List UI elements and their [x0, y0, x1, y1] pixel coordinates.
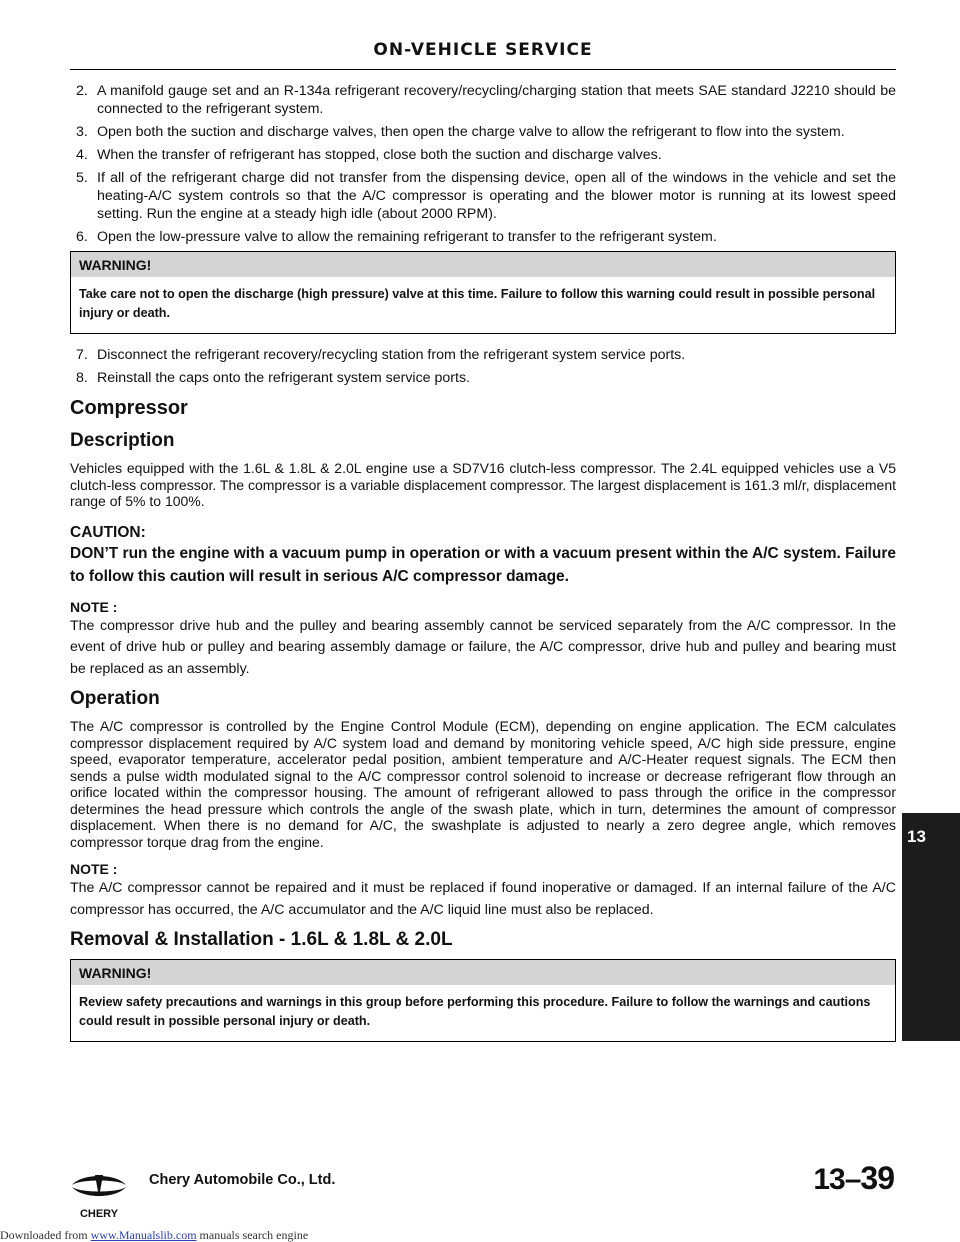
list-item: 2. A manifold gauge set and an R-134a refrigerant recovery/recycling/charging station that meets SAE standard J2210 should be connected to the refrigerant system. [76, 83, 896, 117]
steps-list-b [70, 346, 896, 387]
description-text: Vehicles equipped with the 1.6L & 1.8L & 2.0L engine use a SD7V16 clutch-less compressor. The 2.4L equipped vehicles use a V5 clutch-less compressor. The compressor is a variable displacement compressor. The largest displacement is 161.3 ml/r, displacement range of 5% to 100%. [70, 460, 896, 509]
page-header [70, 40, 896, 70]
warning-title: WARNING! [71, 252, 895, 277]
warning-text: Review safety precautions and warnings in this group before performing this procedure. Failure to follow the warnings and cautions could result in possible personal injury or death. [79, 995, 871, 1028]
note-text: The compressor drive hub and the pulley and bearing assembly cannot be serviced separately from the A/C compressor. In the event of drive hub or pulley and bearing assembly damage or failure, the A/C compressor, drive hub and pulley and bearing must be replaced as an assembly. [70, 617, 896, 677]
warning-box [70, 959, 896, 1042]
chery-logo-icon [68, 1171, 130, 1221]
company-name: Chery Automobile Co., Ltd. [149, 1172, 336, 1188]
caution-text: DON’T run the engine with a vacuum pump in operation or with a vacuum present within the A/C system. Failure to follow this caution will result in serious A/C compressor damage. [70, 544, 896, 585]
page-header-title: ON-VEHICLE SERVICE [373, 40, 593, 60]
subsection-title-description: Description [70, 430, 175, 451]
steps-list-a [70, 82, 896, 246]
list-item: 6. Open the low-pressure valve to allow the remaining refrigerant to transfer to the refrigerant system. [76, 229, 717, 245]
note-title: NOTE : [70, 861, 118, 877]
page-content [70, 82, 896, 1054]
list-item: 8. Reinstall the caps onto the refrigerant system service ports. [76, 370, 470, 386]
chapter-tab [902, 813, 960, 1041]
list-item: 4. When the transfer of refrigerant has stopped, close both the suction and discharge valves. [76, 147, 662, 163]
caution-title: CAUTION: [70, 523, 146, 541]
subsection-title-operation: Operation [70, 688, 160, 709]
download-note: Downloaded from www.Manualslib.com manuals search engine [0, 1228, 309, 1242]
section-title-compressor: Compressor [70, 397, 188, 419]
operation-text: The A/C compressor is controlled by the Engine Control Module (ECM), depending on engine application. The ECM calculates compressor displacement required by A/C system load and demand by monitoring vehicle speed, A/C high side pressure, engine speed, evaporator temperature, accelerator pedal position, ambient temperature and A/C-Heater request signals. The ECM then sends a pulse width modulated signal to the A/C compressor control solenoid to increase or decrease refrigerant flow through an orifice located within the compressor housing. The amount of refrigerant allowed to pass through the orifice in the compressor determines the head pressure which controls the angle of the swash plate, which in turn, determines the amount of compressor displacement. When there is no demand for A/C, the swashplate is adjusted to nearly a zero degree angle, which removes compressor torque drag from the engine. [70, 718, 896, 850]
note-title: NOTE : [70, 598, 118, 615]
chery-logo [68, 1171, 130, 1221]
page-number: 13–39 [813, 1160, 894, 1196]
warning-box [70, 251, 896, 334]
note-text: The A/C compressor cannot be repaired and it must be replaced if found inoperative or damaged. If an internal failure of the A/C compressor has occurred, the A/C accumulator and the A/C liquid line must also be replaced. [70, 880, 896, 918]
list-item: 5. If all of the refrigerant charge did not transfer from the dispensing device, open all of the windows in the vehicle and set the heating-A/C system controls so that the A/C compressor is operating and the blower motor is running at its lowest speed setting. Run the engine at a steady high idle (about 2000 RPM). [76, 170, 896, 222]
manualslib-link[interactable]: www.Manualslib.com [90, 1228, 197, 1242]
warning-text: Take care not to open the discharge (high pressure) valve at this time. Failure to follow this warning could result in possible personal injury or death. [79, 287, 876, 320]
svg-text:CHERY: CHERY [79, 1208, 119, 1220]
warning-title: WARNING! [71, 960, 895, 985]
list-item: 3. Open both the suction and discharge valves, then open the charge valve to allow the refrigerant to flow into the system. [76, 124, 845, 140]
chapter-tab-label: 13 [907, 827, 926, 846]
subsection-title-removal: Removal & Installation - 1.6L & 1.8L & 2.0L [70, 929, 453, 950]
list-item: 7. Disconnect the refrigerant recovery/recycling station from the refrigerant system service ports. [76, 347, 686, 363]
